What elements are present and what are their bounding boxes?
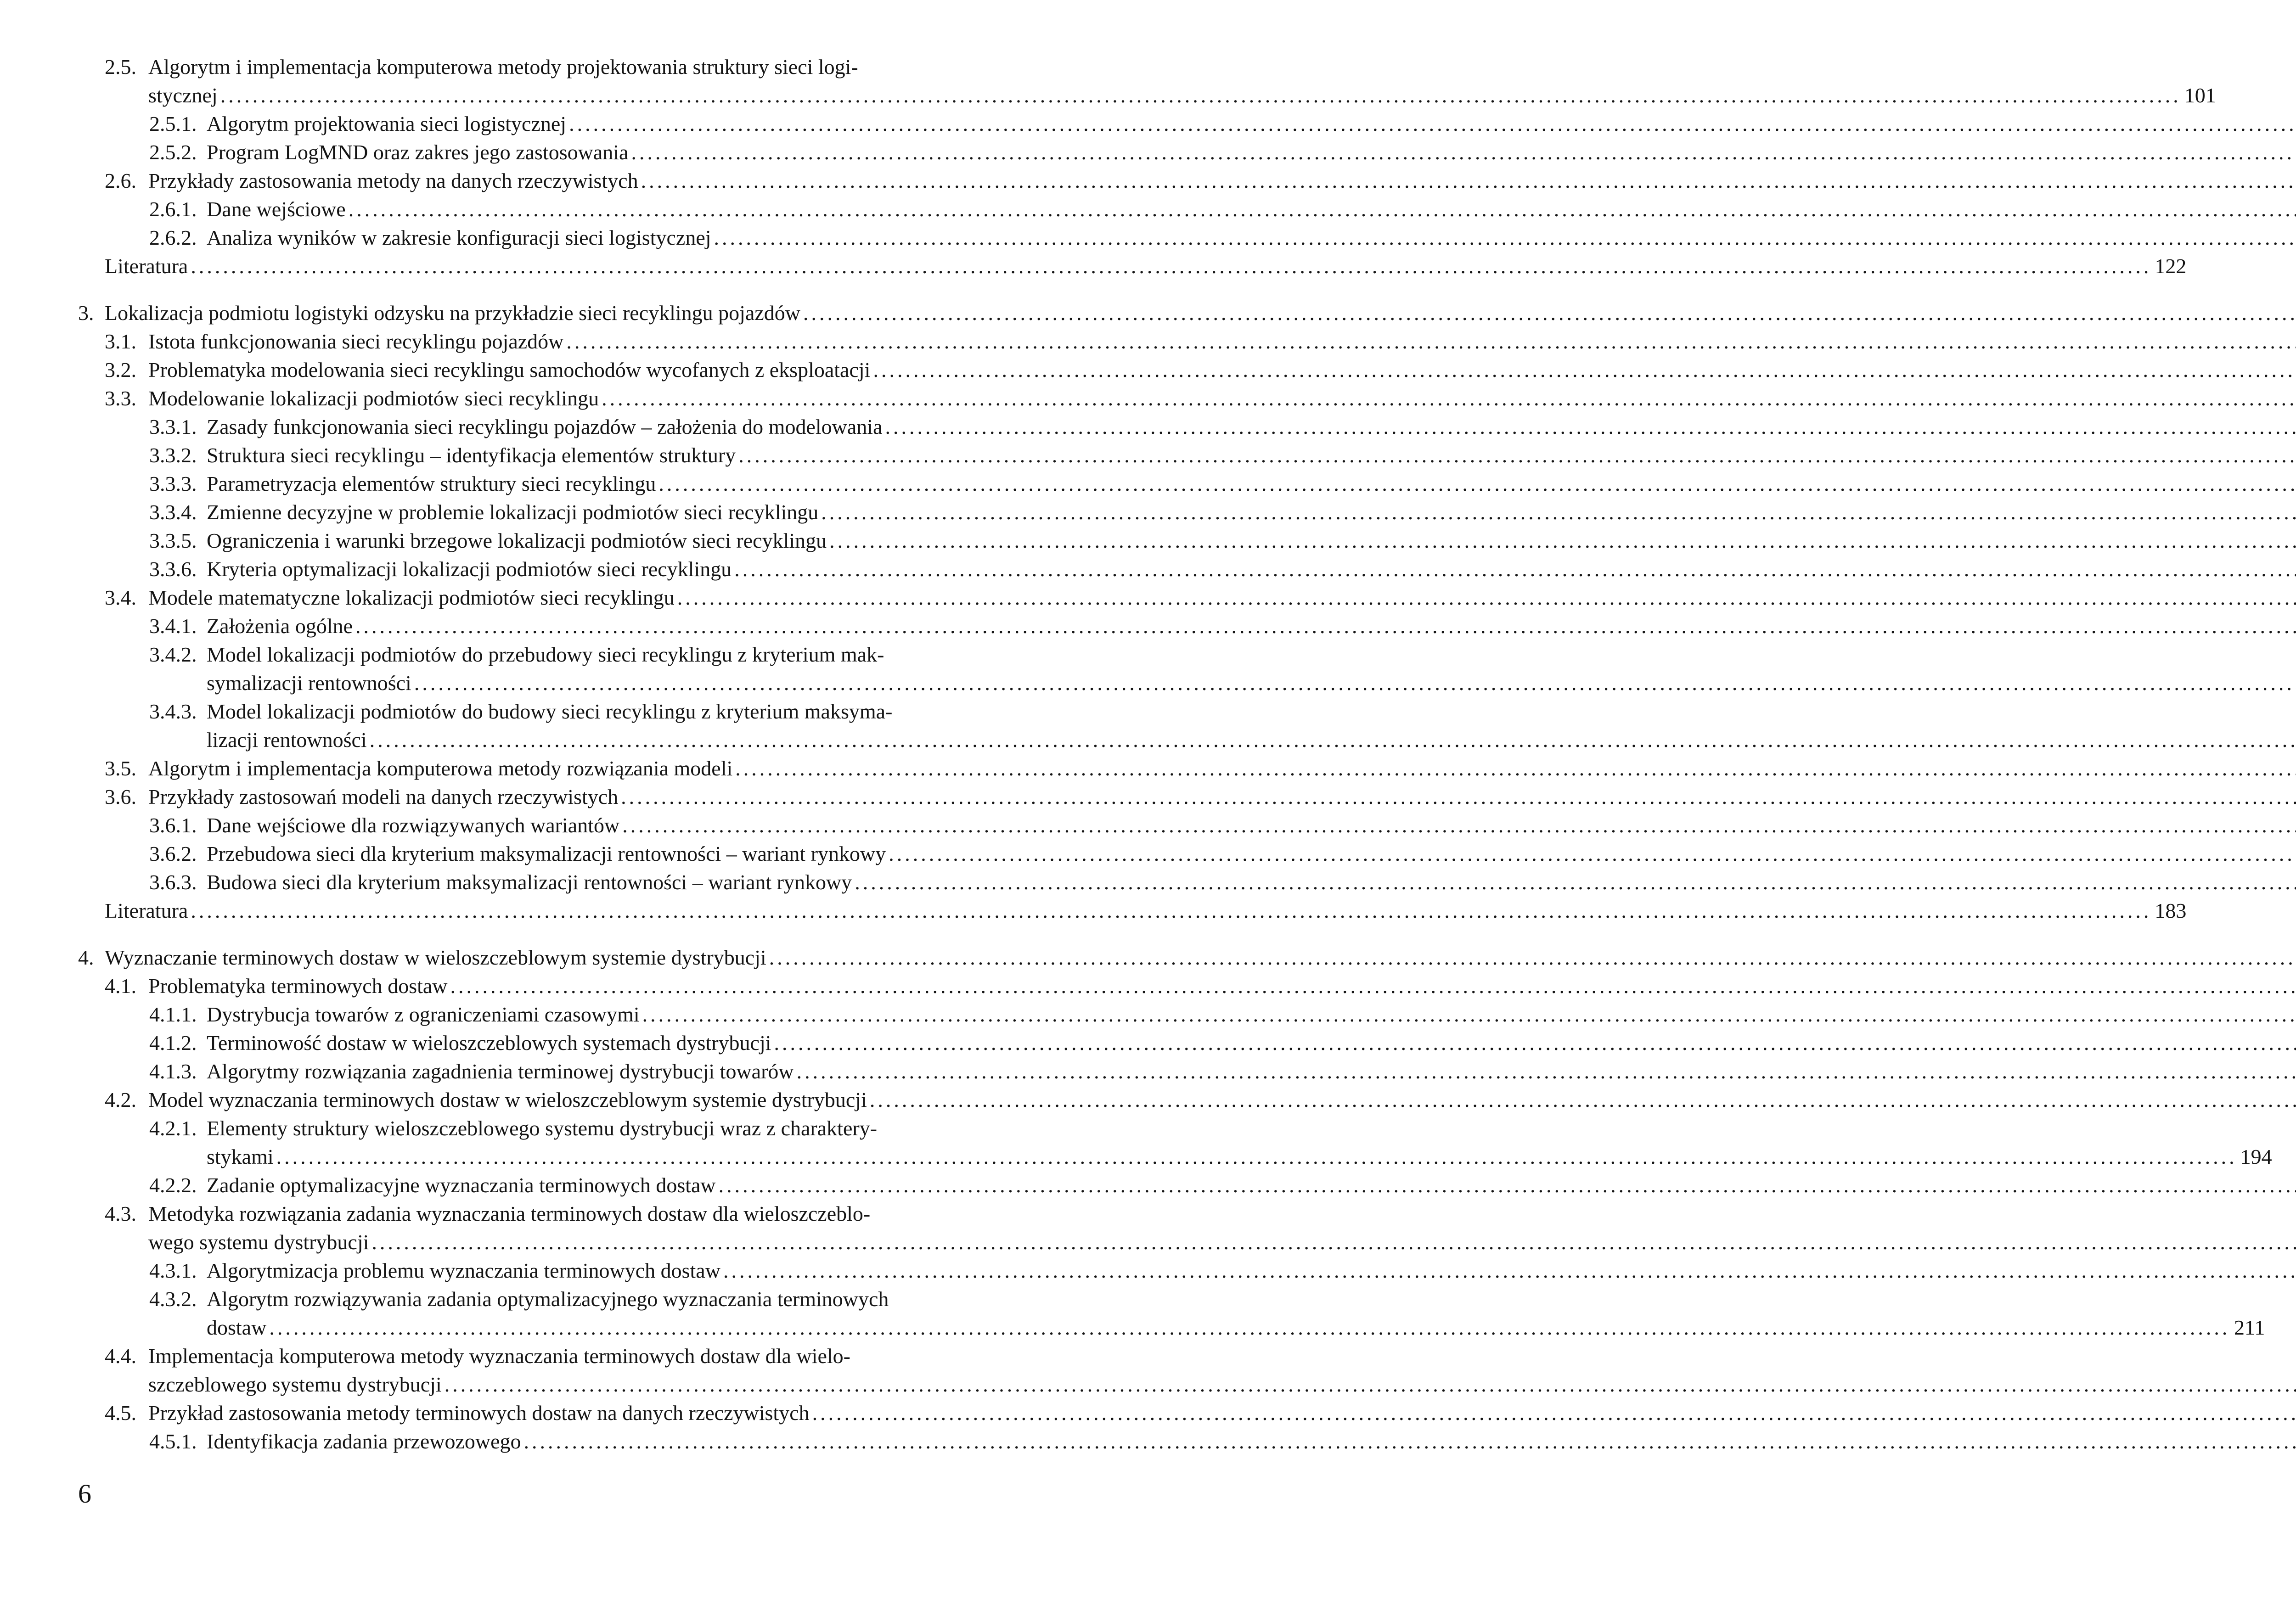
toc-entry-title-cont: szczeblowego systemu dystrybucji bbox=[148, 1373, 442, 1396]
toc-entry-title: Dystrybucja towarów z ograniczeniami czasowymi bbox=[207, 1003, 640, 1026]
toc-entry-number: 4.2. bbox=[105, 1088, 136, 1111]
leader-dots bbox=[812, 1399, 2296, 1427]
toc-entry-title: Problematyka terminowych dostaw bbox=[148, 974, 448, 998]
toc-entry-number: 3.3.3. bbox=[149, 472, 197, 495]
leader-dots bbox=[355, 612, 2296, 640]
toc-entry-number: 3.3. bbox=[105, 387, 136, 410]
leader-dots bbox=[450, 972, 2296, 1000]
toc-entry-title: Analiza wyników w zakresie konfiguracji sieci logistycznej bbox=[207, 226, 711, 249]
toc-entry-title-cont: dostaw bbox=[207, 1316, 267, 1339]
toc-entry-title: Przykłady zastosowania metody na danych rzeczywistych bbox=[148, 169, 638, 192]
toc-entry-3-4-1 bbox=[78, 612, 983, 640]
toc-entry-title: Przykłady zastosowań modeli na danych rzeczywistych bbox=[148, 785, 619, 808]
toc-entry-title-cont: stycznej bbox=[148, 84, 218, 107]
toc-entry-number: 4.4. bbox=[105, 1344, 136, 1368]
toc-entry-title: Problematyka modelowania sieci recyklingu samochodów wycofanych z eksploatacji bbox=[148, 358, 871, 382]
toc-entry-3-4-2 bbox=[78, 640, 983, 669]
leader-dots bbox=[738, 441, 2296, 470]
table-of-contents bbox=[78, 53, 2272, 1456]
toc-entry-number: 4.2.2. bbox=[149, 1173, 197, 1197]
toc-entry-4-3-1 bbox=[78, 1257, 983, 1285]
toc-entry-3-6-1 bbox=[78, 811, 983, 840]
leader-dots bbox=[885, 413, 2296, 441]
toc-entry-title-cont: lizacji rentowności bbox=[207, 728, 367, 752]
toc-entry-title: Przebudowa sieci dla kryterium maksymalizacji rentowności – wariant rynkowy bbox=[207, 842, 886, 865]
toc-entry-number: 3.3.2. bbox=[149, 443, 197, 467]
toc-entry-number: 4.1.3. bbox=[149, 1060, 197, 1083]
toc-entry-4-1-2 bbox=[78, 1029, 983, 1057]
toc-entry-title: Dane wejściowe dla rozwiązywanych wariantów bbox=[207, 814, 620, 837]
chapter-gap bbox=[78, 925, 983, 943]
toc-entry-title: Terminowość dostaw w wieloszczeblowych systemach dystrybucji bbox=[207, 1031, 771, 1055]
toc-entry-title: Modele matematyczne lokalizacji podmiotów sieci recyklingu bbox=[148, 586, 675, 609]
leader-dots bbox=[769, 943, 2296, 972]
toc-entry-title: Algorytmy rozwiązania zagadnienia terminowej dystrybucji towarów bbox=[207, 1060, 794, 1083]
toc-entry-title: Parametryzacja elementów struktury sieci recyklingu bbox=[207, 472, 656, 495]
toc-entry-4-1-3 bbox=[78, 1057, 983, 1086]
toc-entry-number: 4.3.2. bbox=[149, 1287, 197, 1311]
toc-entry-4-3-2-continuation bbox=[78, 1313, 2265, 1342]
toc-entry-number: 3.5. bbox=[105, 757, 136, 780]
leader-dots bbox=[829, 527, 2296, 555]
toc-entry-title: Budowa sieci dla kryterium maksymalizacji rentowności – wariant rynkowy bbox=[207, 870, 852, 894]
toc-entry-title: Model lokalizacji podmiotów do budowy sieci recyklingu z kryterium maksyma- bbox=[207, 700, 893, 723]
toc-entry-title: Literatura bbox=[105, 254, 188, 278]
leader-dots bbox=[414, 669, 2296, 697]
toc-entry-title-cont: wego systemu dystrybucji bbox=[148, 1230, 369, 1254]
toc-entry-4 bbox=[78, 943, 983, 972]
toc-entry-title: Zasady funkcjonowania sieci recyklingu pojazdów – założenia do modelowania bbox=[207, 415, 883, 438]
toc-entry-number: 3.4. bbox=[105, 586, 136, 609]
toc-entry-title: Istota funkcjonowania sieci recyklingu pojazdów bbox=[148, 330, 564, 353]
toc-entry-number: 2.5.1. bbox=[149, 112, 197, 135]
toc-entry-number: 2.5.2. bbox=[149, 140, 197, 164]
leader-dots bbox=[569, 110, 2296, 138]
toc-entry-4-3 bbox=[78, 1200, 983, 1228]
toc-entry-title: Przykład zastosowania metody terminowych dostaw na danych rzeczywistych bbox=[148, 1401, 810, 1425]
toc-entry-number: 4. bbox=[78, 946, 94, 969]
toc-entry-title-cont: stykami bbox=[207, 1145, 274, 1168]
toc-entry-3-6-3 bbox=[78, 868, 983, 897]
toc-entry-2-5-2 bbox=[78, 138, 983, 167]
toc-entry-page: 122 bbox=[2155, 254, 2187, 278]
leader-dots bbox=[631, 138, 2296, 167]
leader-dots bbox=[873, 356, 2296, 384]
toc-entry-4-2-2 bbox=[78, 1171, 983, 1200]
toc-entry-page: 183 bbox=[2155, 899, 2187, 922]
toc-entry-number: 3.3.6. bbox=[149, 557, 197, 581]
toc-entry-title: Struktura sieci recyklingu – identyfikacja elementów struktury bbox=[207, 443, 736, 467]
toc-entry-number: 4.3. bbox=[105, 1202, 136, 1225]
toc-entry-3-4-2-continuation bbox=[78, 669, 983, 697]
toc-entry-literatura-ch2 bbox=[78, 252, 2187, 281]
toc-entry-number: 2.5. bbox=[105, 55, 136, 79]
toc-entry-title: Modelowanie lokalizacji podmiotów sieci recyklingu bbox=[148, 387, 599, 410]
leader-dots bbox=[602, 384, 2296, 413]
leader-dots bbox=[797, 1057, 2296, 1086]
toc-entry-number: 3.3.1. bbox=[149, 415, 197, 438]
toc-entry-literatura-ch3 bbox=[78, 897, 2187, 925]
toc-entry-number: 4.1. bbox=[105, 974, 136, 998]
toc-entry-number: 2.6.2. bbox=[149, 226, 197, 249]
toc-entry-title: Implementacja komputerowa metody wyznaczania terminowych dostaw dla wielo- bbox=[148, 1344, 850, 1368]
toc-entry-number: 4.1.1. bbox=[149, 1003, 197, 1026]
leader-dots bbox=[641, 167, 2296, 195]
toc-entry-number: 3.1. bbox=[105, 330, 136, 353]
toc-entry-number: 3. bbox=[78, 301, 94, 325]
toc-entry-title: Metodyka rozwiązania zadania wyznaczania terminowych dostaw dla wieloszczeblo- bbox=[148, 1202, 871, 1225]
toc-entry-2-5 bbox=[78, 53, 983, 81]
toc-entry-title: Elementy struktury wieloszczeblowego systemu dystrybucji wraz z charaktery- bbox=[207, 1116, 878, 1140]
toc-entry-3-6 bbox=[78, 783, 983, 811]
toc-entry-title: Wyznaczanie terminowych dostaw w wieloszczeblowym systemie dystrybucji bbox=[105, 946, 766, 969]
toc-entry-4-3-2 bbox=[78, 1285, 983, 1313]
toc-entry-3-4-3-continuation bbox=[78, 726, 983, 754]
toc-entry-number: 4.5. bbox=[105, 1401, 136, 1425]
leader-dots bbox=[723, 1257, 2296, 1285]
toc-entry-number: 4.3.1. bbox=[149, 1259, 197, 1282]
toc-entry-number: 3.6. bbox=[105, 785, 136, 808]
toc-entry-title: Zmienne decyzyjne w problemie lokalizacji podmiotów sieci recyklingu bbox=[207, 500, 819, 524]
toc-entry-number: 3.4.3. bbox=[149, 700, 197, 723]
toc-entry-4-5-1 bbox=[78, 1427, 983, 1456]
toc-entry-3-3-2 bbox=[78, 441, 983, 470]
leader-dots bbox=[658, 470, 2296, 498]
toc-entry-title: Lokalizacja podmiotu logistyki odzysku na przykładzie sieci recyklingu pojazdów bbox=[105, 301, 801, 325]
leader-dots bbox=[889, 840, 2296, 868]
leader-dots bbox=[349, 195, 2296, 224]
toc-entry-2-5-continuation bbox=[78, 81, 2216, 110]
toc-entry-page: 194 bbox=[2240, 1145, 2272, 1168]
leader-dots bbox=[803, 299, 2296, 327]
toc-entry-title-cont: symalizacji rentowności bbox=[207, 671, 411, 695]
toc-entry-title: Program LogMND oraz zakres jego zastosowania bbox=[207, 140, 629, 164]
toc-entry-4-5 bbox=[78, 1399, 983, 1427]
leader-dots bbox=[855, 868, 2296, 897]
toc-entry-number: 3.6.3. bbox=[149, 870, 197, 894]
toc-entry-3-3-5 bbox=[78, 527, 983, 555]
toc-entry-page: 211 bbox=[2234, 1316, 2265, 1339]
toc-entry-4-2-1 bbox=[78, 1114, 983, 1143]
toc-entry-3 bbox=[78, 299, 983, 327]
leader-dots bbox=[714, 224, 2296, 252]
toc-entry-title: Algorytm projektowania sieci logistycznej bbox=[207, 112, 567, 135]
toc-entry-3-5 bbox=[78, 754, 983, 783]
toc-entry-number: 3.3.5. bbox=[149, 529, 197, 552]
leader-dots bbox=[371, 1228, 2296, 1257]
leader-dots bbox=[191, 252, 2151, 281]
toc-entry-title: Algorytmizacja problemu wyznaczania terminowych dostaw bbox=[207, 1259, 720, 1282]
toc-entry-4-3-continuation bbox=[78, 1228, 983, 1257]
leader-dots bbox=[677, 583, 2296, 612]
toc-entry-3-3 bbox=[78, 384, 983, 413]
toc-entry-title: Model lokalizacji podmiotów do przebudowy sieci recyklingu z kryterium mak- bbox=[207, 643, 884, 666]
toc-entry-number: 3.4.2. bbox=[149, 643, 197, 666]
toc-entry-title: Dane wejściowe bbox=[207, 197, 346, 221]
toc-entry-2-6-1 bbox=[78, 195, 983, 224]
leader-dots bbox=[269, 1313, 2230, 1342]
toc-entry-title: Algorytm rozwiązywania zadania optymalizacyjnego wyznaczania terminowych bbox=[207, 1287, 889, 1311]
leader-dots bbox=[821, 498, 2296, 527]
toc-entry-3-3-3 bbox=[78, 470, 983, 498]
leader-dots bbox=[566, 327, 2296, 356]
toc-entry-title: Model wyznaczania terminowych dostaw w wieloszczeblowym systemie dystrybucji bbox=[148, 1088, 867, 1111]
toc-entry-number: 4.1.2. bbox=[149, 1031, 197, 1055]
leader-dots bbox=[276, 1143, 2237, 1171]
toc-entry-4-1 bbox=[78, 972, 983, 1000]
toc-entry-number: 4.5.1. bbox=[149, 1430, 197, 1453]
toc-entry-title: Algorytm i implementacja komputerowa metody projektowania struktury sieci logi- bbox=[148, 55, 858, 79]
toc-entry-number: 3.4.1. bbox=[149, 614, 197, 638]
leader-dots bbox=[445, 1370, 2296, 1399]
toc-entry-3-1 bbox=[78, 327, 983, 356]
toc-entry-3-4 bbox=[78, 583, 983, 612]
leader-dots bbox=[220, 81, 2181, 110]
leader-dots bbox=[719, 1171, 2296, 1200]
leader-dots bbox=[774, 1029, 2296, 1057]
toc-entry-title: Identyfikacja zadania przewozowego bbox=[207, 1430, 521, 1453]
toc-entry-number: 3.2. bbox=[105, 358, 136, 382]
toc-entry-2-5-1 bbox=[78, 110, 983, 138]
leader-dots bbox=[621, 783, 2296, 811]
toc-entry-4-2-1-continuation bbox=[78, 1143, 2272, 1171]
toc-entry-number: 3.3.4. bbox=[149, 500, 197, 524]
toc-entry-number: 3.6.1. bbox=[149, 814, 197, 837]
toc-entry-3-3-1 bbox=[78, 413, 983, 441]
toc-entry-3-6-2 bbox=[78, 840, 983, 868]
toc-entry-number: 2.6.1. bbox=[149, 197, 197, 221]
leader-dots bbox=[734, 555, 2296, 583]
leader-dots bbox=[642, 1000, 2296, 1029]
toc-entry-title: Algorytm i implementacja komputerowa metody rozwiązania modeli bbox=[148, 757, 733, 780]
toc-entry-title: Zadanie optymalizacyjne wyznaczania terminowych dostaw bbox=[207, 1173, 716, 1197]
leader-dots bbox=[370, 726, 2296, 754]
toc-entry-4-4-continuation bbox=[78, 1370, 983, 1399]
toc-entry-2-6-2 bbox=[78, 224, 983, 252]
toc-entry-4-2 bbox=[78, 1086, 983, 1114]
toc-entry-3-4-3 bbox=[78, 697, 983, 726]
toc-entry-number: 4.2.1. bbox=[149, 1116, 197, 1140]
toc-entry-number: 2.6. bbox=[105, 169, 136, 192]
leader-dots bbox=[870, 1086, 2296, 1114]
toc-entry-2-6 bbox=[78, 167, 983, 195]
leader-dots bbox=[524, 1427, 2296, 1456]
leader-dots bbox=[622, 811, 2296, 840]
toc-entry-title: Ograniczenia i warunki brzegowe lokalizacji podmiotów sieci recyklingu bbox=[207, 529, 827, 552]
toc-entry-title: Założenia ogólne bbox=[207, 614, 353, 638]
chapter-gap bbox=[78, 281, 983, 299]
toc-entry-number: 3.6.2. bbox=[149, 842, 197, 865]
toc-entry-3-3-4 bbox=[78, 498, 983, 527]
toc-entry-4-4 bbox=[78, 1342, 983, 1370]
toc-entry-page: 101 bbox=[2184, 84, 2216, 107]
toc-entry-4-1-1 bbox=[78, 1000, 983, 1029]
toc-entry-title: Kryteria optymalizacji lokalizacji podmiotów sieci recyklingu bbox=[207, 557, 732, 581]
toc-entry-3-2 bbox=[78, 356, 983, 384]
page-number: 6 bbox=[78, 1479, 91, 1509]
leader-dots bbox=[191, 897, 2151, 925]
leader-dots bbox=[735, 754, 2296, 783]
toc-entry-title: Literatura bbox=[105, 899, 188, 922]
toc-entry-3-3-6 bbox=[78, 555, 983, 583]
